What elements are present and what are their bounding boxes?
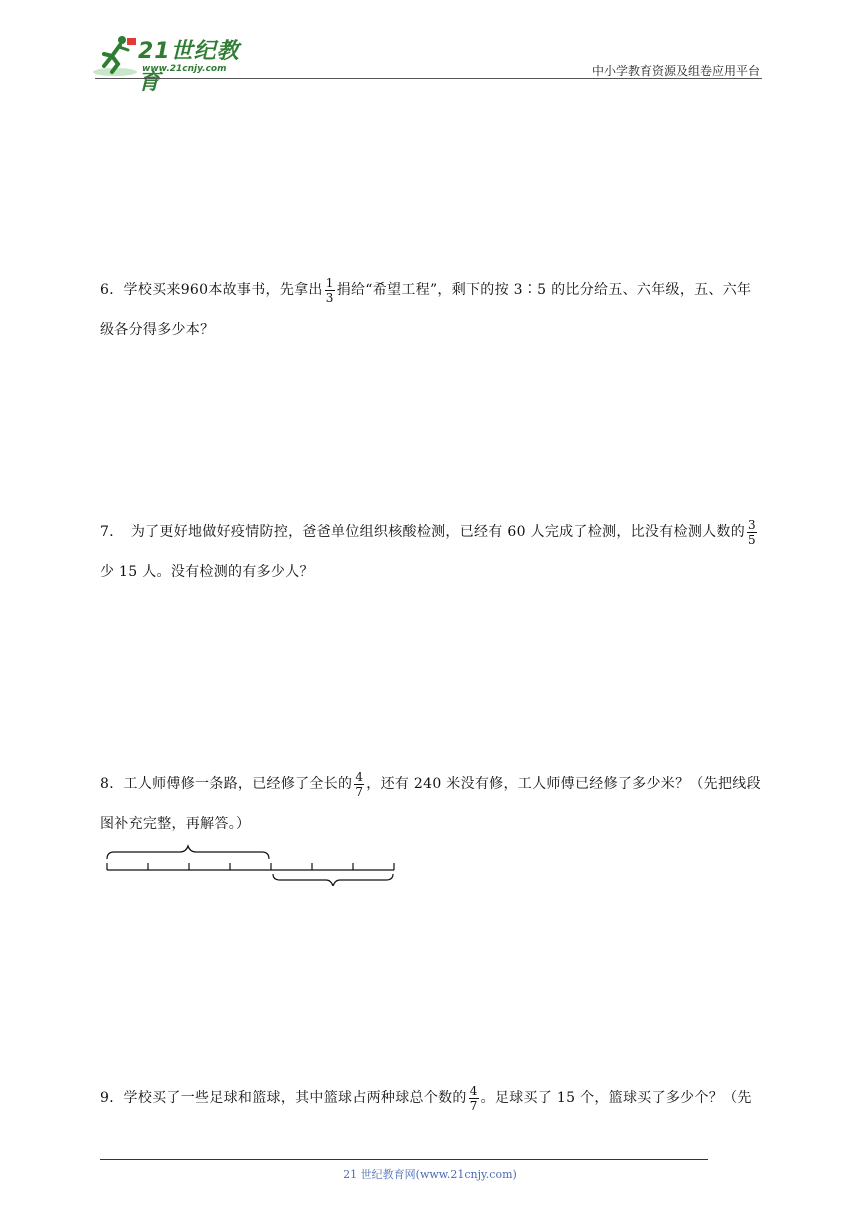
footer-link[interactable]: 21 世纪教育网(www.21cnjy.com) (343, 1168, 517, 1181)
site-logo (92, 32, 262, 95)
top-brace (107, 846, 269, 859)
question-number: 6． (100, 282, 124, 298)
header-divider (95, 78, 762, 79)
question-text: 学校买了一些足球和篮球，其中篮球占两种球总个数的 (123, 1090, 467, 1106)
question-7 (100, 512, 762, 592)
fraction-denominator: 5 (748, 532, 756, 547)
bottom-brace (273, 874, 393, 886)
fraction (747, 518, 757, 547)
line-segment-diagram (100, 844, 400, 886)
question-number: 7． (100, 524, 117, 540)
question-text: 捐给“希望工程”，剩下的按 3∶5 的比分给五、六年级，五、六年级各分得多少本？ (100, 282, 752, 338)
logo-url: www.21cnjy.com (142, 64, 227, 74)
fraction (469, 1084, 479, 1113)
question-text: 为了更好地做好疫情防控，爸爸单位组织核酸检测，已经有 60 人完成了检测，比没有检测人数的 (116, 524, 746, 540)
logo-text: 21世纪教育 (138, 39, 240, 95)
question-number: 9． (100, 1090, 124, 1106)
question-6 (100, 270, 762, 350)
header-tagline: 中小学教育资源及组卷应用平台 (591, 64, 760, 78)
fraction-numerator: 4 (355, 769, 364, 784)
question-text: ，还有 240 米没有修，工人师傅已经修了多少米？（先把线段图补充完整，再解答。） (100, 776, 761, 832)
fraction (325, 276, 335, 305)
fraction-numerator: 1 (325, 275, 334, 290)
fraction-numerator: 4 (469, 1083, 478, 1098)
question-text: 。足球买了 15 个，篮球买了多少个？（先 (480, 1090, 752, 1106)
question-text: 学校买来960本故事书，先拿出 (123, 282, 323, 298)
question-9 (100, 1078, 762, 1118)
footer-divider (100, 1159, 708, 1160)
runner-logo-icon (92, 32, 138, 78)
question-text: 工人师傅修一条路，已经修了全长的 (123, 776, 353, 792)
fraction (354, 770, 364, 799)
fraction-denominator: 3 (325, 290, 334, 305)
fraction-numerator: 3 (748, 517, 756, 532)
question-text: 少 15 人。没有检测的有多少人？ (100, 564, 314, 580)
fraction-denominator: 7 (469, 1098, 478, 1113)
question-number: 8． (100, 776, 124, 792)
question-8 (100, 764, 762, 844)
page-header (0, 0, 860, 95)
fraction-denominator: 7 (355, 784, 364, 799)
